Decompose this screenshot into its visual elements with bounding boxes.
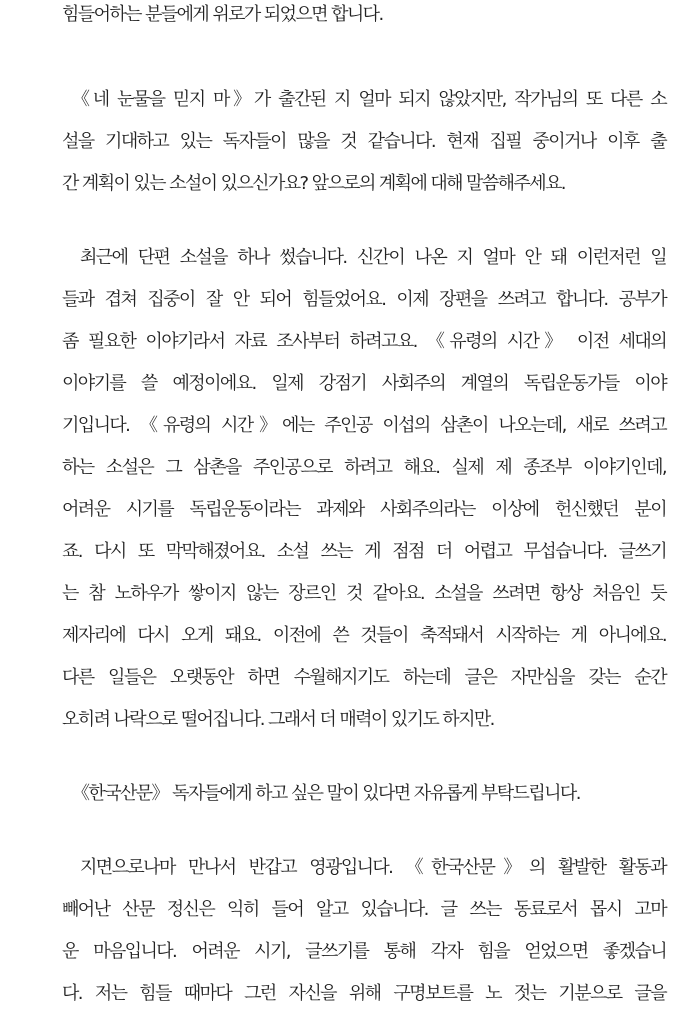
question-line: 《네 눈물을 믿지 마》가 출간된 지 얼마 되지 않았지만, 작가님의 또 다른 소 [72, 89, 666, 110]
text-line: 힘들어하는 분들에게 위로가 되었으면 합니다. [62, 4, 383, 25]
answer-line: 기입니다. 《유령의 시간》에는 주인공 이섭의 삼촌이 나오는데, 새로 쓰려고 [62, 415, 666, 436]
answer-line: 하는 소설은 그 삼촌을 주인공으로 하려고 해요. 실제 제 종조부 이야기인데, [62, 457, 666, 478]
answer-line: 오히려 나락으로 떨어집니다. 그래서 더 매력이 있기도 하지만. [62, 709, 494, 730]
question-line: 《한국산문》 독자들에게 하고 싶은 말이 있다면 자유롭게 부탁드립니다. [72, 783, 580, 804]
answer-line: 들과 겹쳐 집중이 잘 안 되어 힘들었어요. 이제 장편을 쓰려고 합니다. 공부가 [62, 289, 666, 310]
answer-line: 제자리에 다시 오게 돼요. 이전에 쓴 것들이 축적돼서 시작하는 게 아니에요. [62, 625, 666, 646]
answer-line: 빼어난 산문 정신은 익히 들어 알고 있습니다. 글 쓰는 동료로서 몹시 고마 [62, 899, 666, 920]
answer-line: 지면으로나마 만나서 반갑고 영광입니다. 《한국산문》의 활발한 활동과 [80, 857, 666, 878]
answer-line: 는 참 노하우가 쌓이지 않는 장르인 것 같아요. 소설을 쓰려면 항상 처음인 듯 [62, 583, 666, 604]
answer-line: 이야기를 쓸 예정이에요. 일제 강점기 사회주의 계열의 독립운동가들 이야 [62, 373, 666, 394]
question-line: 설을 기대하고 있는 독자들이 많을 것 같습니다. 현재 집필 중이거나 이후 출 [62, 131, 666, 152]
answer-line: 좀 필요한 이야기라서 자료 조사부터 하려고요. 《유령의 시간》 이전 세대의 [62, 331, 666, 352]
answer-line: 어려운 시기를 독립운동이라는 과제와 사회주의라는 이상에 헌신했던 분이 [62, 499, 666, 520]
answer-line: 죠. 다시 또 막막해졌어요. 소설 쓰는 게 점점 더 어렵고 무섭습니다. 글쓰기 [62, 541, 666, 562]
answer-line: 다른 일들은 오랫동안 하면 수월해지기도 하는데 글은 자만심을 갖는 순간 [62, 667, 666, 688]
answer-line: 다. 저는 힘들 때마다 그런 자신을 위해 구명보트를 노 젓는 기분으로 글을 [62, 983, 666, 1004]
question-line: 간 계획이 있는 소설이 있으신가요? 앞으로의 계획에 대해 말씀해주세요. [62, 173, 565, 194]
answer-line: 최근에 단편 소설을 하나 썼습니다. 신간이 나온 지 얼마 안 돼 이런저런 일 [80, 247, 666, 268]
answer-line: 운 마음입니다. 어려운 시기, 글쓰기를 통해 각자 힘을 얻었으면 좋겠습니 [62, 941, 666, 962]
